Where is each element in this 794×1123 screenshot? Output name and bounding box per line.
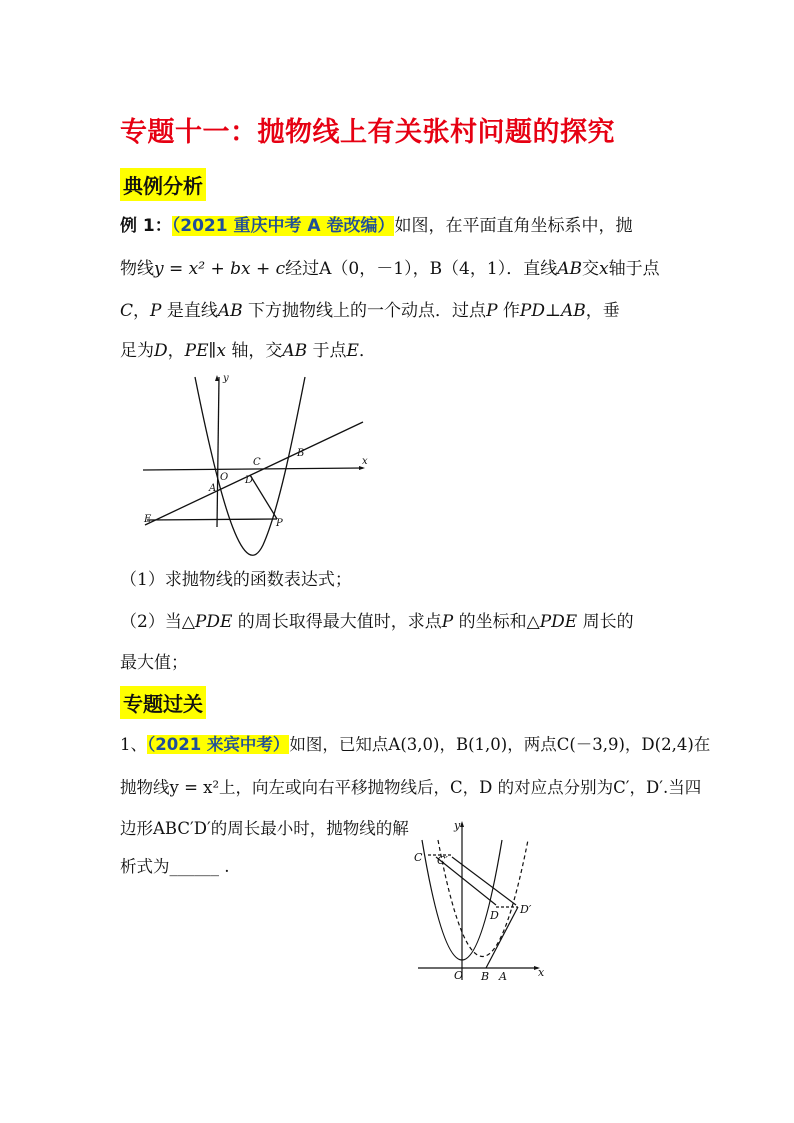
label-o: O: [454, 969, 464, 982]
label-x: x: [362, 456, 368, 467]
text-span: x: [598, 259, 609, 279]
text-span: 下方抛物线上的一个动点．过点: [242, 301, 487, 321]
label-d: D: [490, 909, 499, 922]
text-span: 轴，交: [225, 341, 283, 361]
label-c: C: [414, 851, 423, 864]
section-heading-example-analysis: 典例分析: [120, 168, 206, 201]
text-span: 的坐标和△: [453, 612, 540, 632]
label-p: P: [276, 518, 283, 529]
problem1-source-tag: （2021 来宾中考）: [147, 735, 290, 754]
text-span: PD⊥AB: [519, 301, 586, 321]
page-title: 专题十一：抛物线上有关张村问题的探究: [120, 117, 615, 148]
text-span: P: [150, 301, 162, 321]
text-span: 周长的: [577, 612, 634, 632]
text-span: 作: [497, 301, 520, 321]
text-span: AB: [557, 259, 582, 279]
text-span: P: [441, 612, 454, 632]
y-axis-arrow: [460, 821, 464, 827]
label-a: A: [209, 483, 217, 494]
text-span: AB: [217, 301, 243, 321]
text-span: P: [486, 301, 498, 321]
label-e: E: [144, 514, 152, 525]
text-span: 的周长取得最大值时，求点: [232, 612, 442, 632]
text-span: PDE: [194, 612, 233, 632]
text-span: 交: [581, 259, 599, 279]
problem1-line-2: 抛物线y = x²上，向左或向右平移抛物线后，C，D 的对应点分别为C′，D′.当四: [120, 778, 702, 797]
text-span: D: [154, 341, 168, 361]
question-2-line-2: 最大值；: [120, 653, 188, 673]
example1-prefix: 例 1：: [120, 216, 172, 236]
problem1-line-1: [120, 731, 710, 755]
label-d: D: [245, 475, 254, 486]
label-d-prime: D′: [520, 903, 532, 916]
label-o: O: [220, 472, 229, 483]
label-y: y: [223, 373, 229, 384]
label-y: y: [454, 819, 461, 832]
line-ab: [145, 422, 363, 525]
example1-figure: [135, 367, 375, 552]
question-1: （1）求抛物线的函数表达式；: [120, 570, 352, 590]
text-span: 轴于点: [608, 259, 660, 279]
segment-pd: [250, 475, 277, 519]
problem1-line-3: 边形ABC′D′的周长最小时，抛物线的解: [120, 819, 409, 838]
question-2-line-1: [120, 607, 634, 632]
label-c-prime: C′: [437, 854, 448, 867]
text-span: PE∥x: [184, 341, 226, 361]
text-span: 于点: [307, 341, 347, 361]
text-span: A（0，－1），B（4，1）．直线: [319, 259, 558, 279]
y-axis: [217, 377, 219, 527]
example1-text-1: 如图，在平面直角坐标系中，抛: [394, 216, 633, 236]
example1-line-3: [120, 296, 620, 321]
example1-line-4: [120, 336, 376, 361]
text-span: 物线: [120, 259, 154, 279]
text-span: ．: [358, 341, 376, 361]
text-span: ，: [133, 301, 151, 321]
text-span: 经过: [285, 259, 320, 279]
example1-line-1: [120, 211, 632, 236]
text-span: 足为: [120, 341, 154, 361]
text-span: 是直线: [161, 301, 218, 321]
text-span: ，垂: [585, 301, 620, 321]
label-b: B: [481, 970, 490, 983]
problem1-figure: [410, 815, 560, 990]
parabola-equation: y = x² + bx + c: [154, 259, 286, 279]
text-span: E: [346, 341, 359, 361]
text-span: ，: [167, 341, 185, 361]
parabola-curve: [195, 377, 305, 555]
text-span: AB: [282, 341, 308, 361]
text-span: C: [120, 301, 134, 321]
problem1-text-1: 如图，已知点A(3,0)，B(1,0)，两点C(－3,9)，D(2,4)在: [289, 735, 711, 754]
text-span: PDE: [539, 612, 578, 632]
example1-line-2: [120, 254, 660, 279]
label-a: A: [499, 970, 507, 983]
segment-pe: [147, 519, 277, 520]
x-axis: [143, 468, 363, 470]
label-x: x: [538, 966, 545, 979]
label-c: C: [253, 457, 261, 468]
example1-source-tag: （2021 重庆中考 A 卷改编）: [171, 216, 395, 236]
section-heading-practice: 专题过关: [120, 686, 206, 719]
translated-parabola: [438, 840, 528, 957]
problem1-number: 1、: [120, 735, 147, 754]
text-span: （2）当△: [120, 612, 195, 632]
problem1-line-4: 析式为______ .: [120, 857, 230, 876]
label-b: B: [297, 448, 305, 459]
